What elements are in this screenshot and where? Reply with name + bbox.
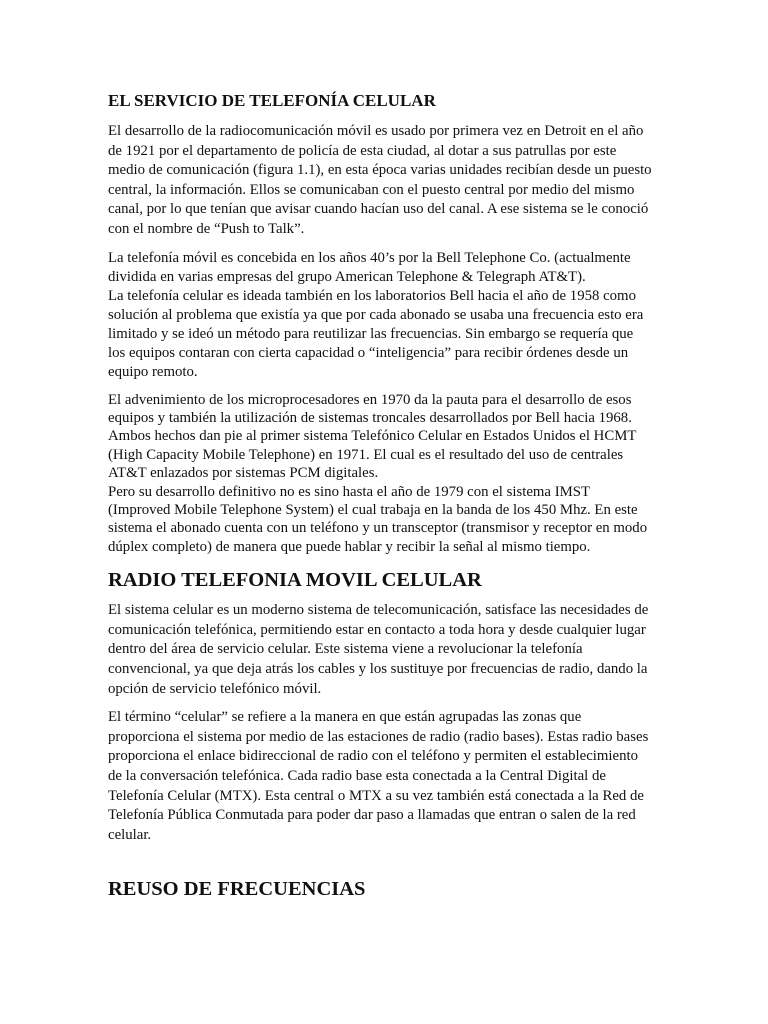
section-radio-telefonia-movil-celular (108, 566, 660, 845)
paragraph: El advenimiento de los microprocesadores en 1970 da la pauta para el desarrollo de esos equipos y también la utilización de sistemas troncales desarrollados por Bell hacia 1968. Ambos hechos dan pie al primer sistema Telefónico Celular en Estados Unidos el HCMT (High Capacity Mobile Telephone) en 1971. El cual es el resultado del uso de centrales AT&T enlazados por sistemas PCM digitales. Pero su desarrollo definitivo no es sino hasta el año de 1979 con el sistema IMST (Improved Mobile Telephone System) el cual trabaja en la banda de los 450 Mhz. En este sistema el abonado cuenta con un teléfono y un transceptor (transmisor y receptor en modo dúplex completo) de manera que puede hablar y recibir la señal al mismo tiempo. (108, 391, 648, 555)
section-heading: RADIO TELEFONIA MOVIL CELULAR (108, 569, 482, 592)
section-servicio-telefonia-celular (108, 89, 660, 556)
section-reuso-de-frecuencias (108, 875, 660, 903)
document-body (108, 89, 660, 910)
paragraph: La telefonía móvil es concebida en los años 40’s por la Bell Telephone Co. (actualmente dividida en varias empresas del grupo American Telephone & Telegraph AT&T). La telefonía celular es ideada también en los laboratorios Bell hacia el año de 1958 como solución al problema que existía ya que por cada abonado se usaba una frecuencia esto era limitado y se ideó un método para reutilizar las frecuencias. Sin embargo se requería que los equipos contaran con cierta capacidad o “inteligencia” para recibir órdenes desde un equipo remoto. (108, 249, 644, 380)
section-heading: EL SERVICIO DE TELEFONÍA CELULAR (108, 91, 436, 110)
paragraph: El término “celular” se refiere a la manera en que están agrupadas las zonas que proporciona el sistema por medio de las estaciones de radio (radio bases). Estas radio bases proporciona el enlace bidireccional de radio con el teléfono y permiten el establecimiento de la conversación telefónica. Cada radio base esta conectada a la Central Digital de Telefonía Celular (MTX). Esta central o MTX a su vez también está conectada a la Red de Telefonía Pública Conmutada para poder dar paso a llamadas que entran o salen de la red celular. (108, 709, 649, 843)
section-heading: REUSO DE FRECUENCIAS (108, 878, 366, 901)
paragraph: El desarrollo de la radiocomunicación móvil es usado por primera vez en Detroit en el año de 1921 por el departamento de policía de esta ciudad, al dotar a sus patrullas por este medio de comunicación (figura 1.1), en esta época varias unidades recibían desde un puesto central, la información. Ellos se comunicaban con el puesto central por medio del mismo canal, por lo que tenían que avisar cuando hacían uso del canal. A ese sistema se le conoció con el nombre de “Push to Talk”. (108, 123, 652, 237)
paragraph: El sistema celular es un moderno sistema de telecomunicación, satisface las necesidades de comunicación telefónica, permitiendo estar en contacto a toda hora y desde cualquier lugar dentro del área de servicio celular. Este sistema viene a revolucionar la telefonía convencional, ya que deja atrás los cables y los sustituye por frecuencias de radio, dando la opción de servicio telefónico móvil. (108, 602, 649, 697)
